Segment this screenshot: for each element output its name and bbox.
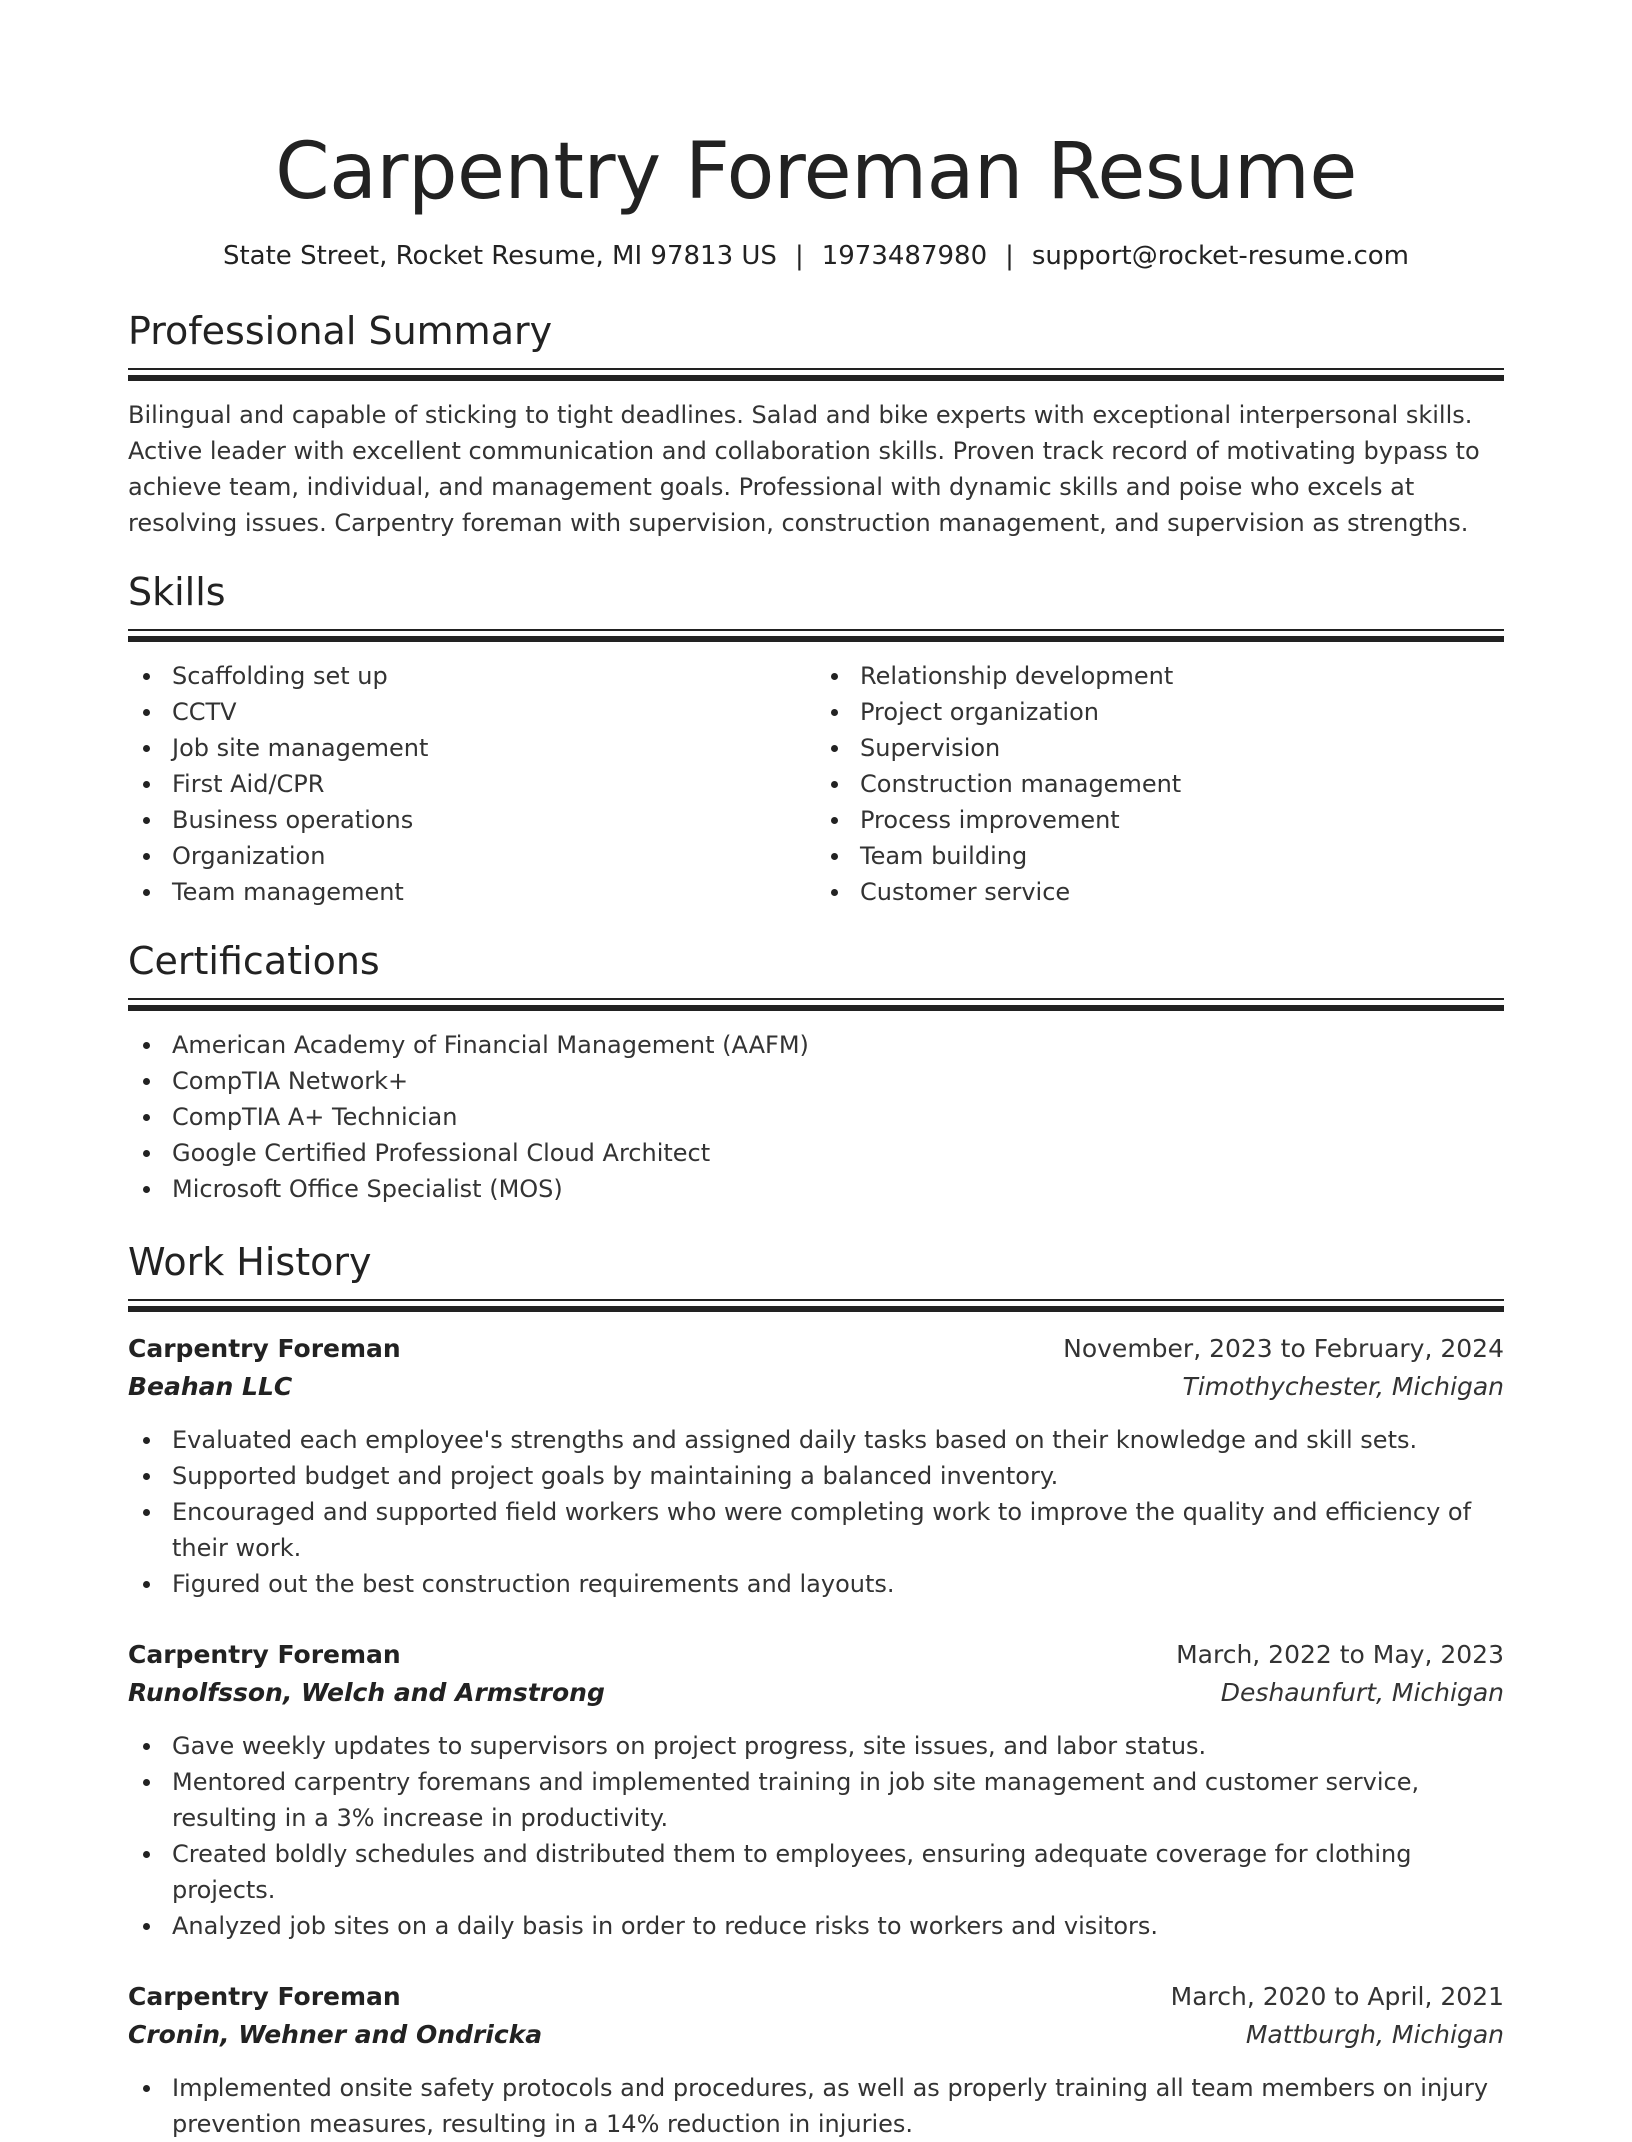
work-history-heading: Work History xyxy=(128,1240,372,1284)
certifications-list xyxy=(128,1027,1504,1207)
job-duty: Supported budget and project goals by maintaining a balanced inventory. xyxy=(128,1458,1504,1494)
summary-section xyxy=(128,306,1504,541)
skill-item: Construction management xyxy=(816,766,1504,802)
job-title: Carpentry Foreman xyxy=(128,1334,401,1363)
certification-item: Google Certified Professional Cloud Architect xyxy=(128,1135,1504,1171)
certification-item: CompTIA A+ Technician xyxy=(128,1099,1504,1135)
skill-item: Team management xyxy=(128,874,816,910)
section-divider xyxy=(128,368,1504,381)
job-dates: March, 2020 to April, 2021 xyxy=(1170,1982,1504,2011)
job-company-row xyxy=(128,1674,1504,1712)
job-duty: Evaluated each employee's strengths and assigned daily tasks based on their knowledge and skill sets. xyxy=(128,1422,1504,1458)
contact-email: support@rocket-resume.com xyxy=(1031,241,1409,271)
skill-item: Job site management xyxy=(128,730,816,766)
job-duties-list xyxy=(128,1728,1504,1944)
summary-text: Bilingual and capable of sticking to tight deadlines. Salad and bike experts with exceptional interpersonal skills. Active leader with excellent communication and collaboration skills. Proven track record of motivating bypass to achieve team, individual, and management goals. Professional with dynamic skills and poise who excels at resolving issues. Carpentry foreman with supervision, construction management, and supervision as strengths. xyxy=(128,401,1480,537)
job-duty: Analyzed job sites on a daily basis in order to reduce risks to workers and visitors. xyxy=(128,1908,1504,1944)
certification-item: American Academy of Financial Management (AAFM) xyxy=(128,1027,1504,1063)
skills-heading: Skills xyxy=(128,570,226,614)
job-entry xyxy=(128,1330,1504,1602)
skills-list-left xyxy=(128,658,816,910)
job-duty: Figured out the best construction requirements and layouts. xyxy=(128,1566,1504,1602)
contact-line xyxy=(128,238,1504,274)
skill-item: Process improvement xyxy=(816,802,1504,838)
job-duties-list xyxy=(128,1422,1504,1602)
job-duty: Implemented onsite safety protocols and procedures, as well as properly training all team members on injury prevention measures, resulting in a 14% reduction in injuries. xyxy=(128,2070,1504,2142)
job-dates: November, 2023 to February, 2024 xyxy=(1063,1334,1504,1363)
job-header-row xyxy=(128,1330,1504,1368)
resume-title: Carpentry Foreman Resume xyxy=(275,127,1357,217)
skill-item: Relationship development xyxy=(816,658,1504,694)
job-title: Carpentry Foreman xyxy=(128,1982,401,2011)
job-duties-list xyxy=(128,2070,1504,2142)
job-entry xyxy=(128,1636,1504,1944)
job-duty: Created boldly schedules and distributed them to employees, ensuring adequate coverage for clothing projects. xyxy=(128,1836,1504,1908)
contact-address: State Street, Rocket Resume, MI 97813 US xyxy=(222,241,777,271)
contact-separator: | xyxy=(1005,241,1014,271)
skill-item: Scaffolding set up xyxy=(128,658,816,694)
job-company-row xyxy=(128,1368,1504,1406)
skill-item: Team building xyxy=(816,838,1504,874)
job-duty: Gave weekly updates to supervisors on project progress, site issues, and labor status. xyxy=(128,1728,1504,1764)
job-company: Runolfsson, Welch and Armstrong xyxy=(128,1678,605,1707)
job-header-row xyxy=(128,1978,1504,2016)
skills-section xyxy=(128,567,1504,910)
skills-list-right xyxy=(816,658,1504,910)
job-location: Timothychester, Michigan xyxy=(1182,1372,1504,1401)
job-header-row xyxy=(128,1636,1504,1674)
skill-item: First Aid/CPR xyxy=(128,766,816,802)
section-divider xyxy=(128,1299,1504,1312)
skill-item: Business operations xyxy=(128,802,816,838)
job-title: Carpentry Foreman xyxy=(128,1640,401,1669)
contact-separator: | xyxy=(794,241,804,271)
skill-item: Customer service xyxy=(816,874,1504,910)
work-history-section xyxy=(128,1237,1504,2142)
certification-item: CompTIA Network+ xyxy=(128,1063,1504,1099)
job-entry xyxy=(128,1978,1504,2142)
job-dates: March, 2022 to May, 2023 xyxy=(1176,1640,1504,1669)
job-location: Mattburgh, Michigan xyxy=(1245,2020,1504,2049)
job-duty: Encouraged and supported field workers who were completing work to improve the quality and efficiency of their work. xyxy=(128,1494,1504,1566)
certifications-heading: Certifications xyxy=(128,939,380,983)
job-company: Cronin, Wehner and Ondricka xyxy=(128,2020,543,2049)
skill-item: Organization xyxy=(128,838,816,874)
skill-item: CCTV xyxy=(128,694,816,730)
job-company-row xyxy=(128,2016,1504,2054)
certifications-section xyxy=(128,936,1504,1207)
job-duty: Mentored carpentry foremans and implemented training in job site management and customer service, resulting in a 3% increase in productivity. xyxy=(128,1764,1504,1836)
summary-heading: Professional Summary xyxy=(128,309,553,353)
contact-phone: 1973487980 xyxy=(821,241,988,271)
section-divider xyxy=(128,629,1504,642)
skills-grid xyxy=(128,658,1504,910)
job-company: Beahan LLC xyxy=(128,1372,293,1401)
job-location: Deshaunfurt, Michigan xyxy=(1220,1678,1504,1707)
certification-item: Microsoft Office Specialist (MOS) xyxy=(128,1171,1504,1207)
skill-item: Supervision xyxy=(816,730,1504,766)
skill-item: Project organization xyxy=(816,694,1504,730)
section-divider xyxy=(128,998,1504,1011)
